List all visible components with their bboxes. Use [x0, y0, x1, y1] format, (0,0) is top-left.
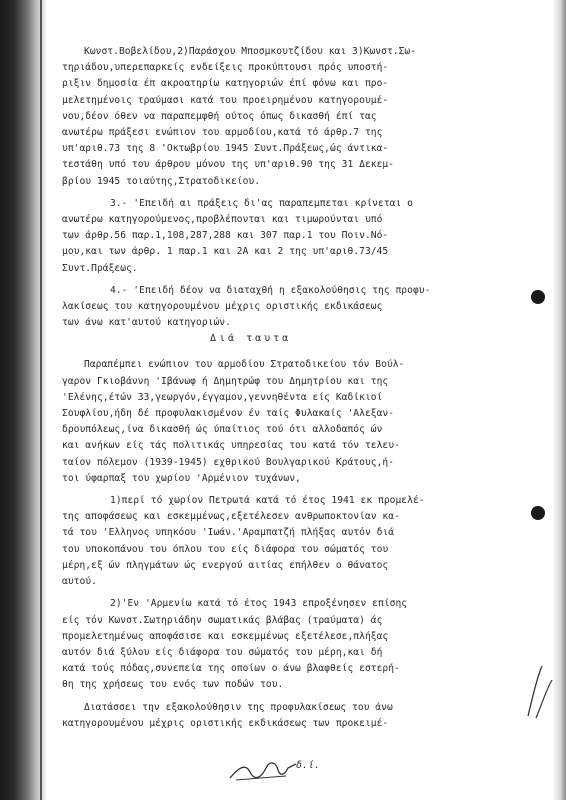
- text-line: θη της χρήσεως του ενός των ποδών του.: [62, 679, 284, 691]
- text-line: κατηγορουμένου μέχρις οριστικής εκδικάσεως των προκειμέ-: [62, 717, 389, 729]
- text-line: τοι ύφαρπαξ του χωρίου 'Αρμένιον τυχάνων,: [62, 472, 301, 484]
- text-line: Διατάσσει την εξακολούθησιν της προφυλακίσεως του άνω: [84, 701, 393, 713]
- text-line: 3.- 'Επειδή αι πράξεις δι'ας παραπεμπεται κρίνεται ο: [110, 197, 413, 209]
- text-line: ριξιν δημοσία έπ ακροατηρίω κατηγοριών έπί φόνω και προ-: [62, 78, 389, 90]
- text-line: της αποφάσεως και εσκεμμένως,εξετέλεσεν ανθρωποκτονίαν κα-: [62, 511, 400, 523]
- text-line: τηριάδου,υπερεπαρκείς ενδείξεις προκύπτουσι πρός υποστή-: [62, 62, 389, 74]
- text-line: νου,δέον όθεν να παραπεμφθή ούτος όπως δικασθή έπί τας: [62, 110, 377, 122]
- paragraph-verdict: [62, 357, 532, 487]
- text-line: ανωτέρω κατηγορούμενος,προβλέπονται και τιμωρούνται υπό: [62, 214, 383, 226]
- text-line: ταίον πόλεμον (1939-1945) εχθρικού Βουλγαρικού Κράτους,ή-: [62, 456, 395, 468]
- text-line: του υποκοπάνου του όπλου του είς διάφορα του σώματός του: [62, 543, 389, 555]
- text-line: δρουπόλεως,ίνα δικασθή ώς ύπαίτιος τού ότι αλλοδαπός ών: [62, 424, 383, 436]
- text-line: γαρον Γκιοβάννη 'Ιβάνωφ ή Δημητρώφ του Δημητρίου και της: [62, 375, 389, 387]
- text-line: 2)'Εν 'Αρμενίω κατά τό έτος 1943 επροξένησεν επίσης: [110, 598, 408, 610]
- signature-initials: δ.ί.: [296, 760, 321, 771]
- document-page: [62, 44, 532, 732]
- punch-hole: [531, 290, 545, 304]
- text-line: ανωτέρω πράξεσι ενώπιον του αρμοδίου,κατά τό άρθρ.7 της: [62, 127, 383, 139]
- text-line: είς τόν Κωνστ.Σωτηριάδην σωματικάς βλάβας (τραύματα) άς: [62, 614, 383, 626]
- paragraph-detention: [62, 700, 532, 732]
- margin-handwritten-mark: [522, 660, 556, 720]
- text-line: κατά τούς πόδας,συνεπεία της οποίων ο άνω βλαφθείς εστερή-: [62, 663, 400, 675]
- text-line: των άρθρ.56 παρ.1,108,287,288 και 307 παρ.1 του Ποιν.Νό-: [62, 230, 389, 242]
- text-line: βρίου 1945 τοιαύτης,Στρατοδικείου.: [62, 175, 261, 187]
- text-line: Συντ.Πράξεως.: [62, 262, 138, 274]
- scan-left-edge: [0, 0, 46, 800]
- text-line: υπ'αριθ.73 της 8 'Οκτωβρίου 1945 Συντ.Πράξεως,ώς άντικα-: [62, 143, 389, 155]
- text-line: αυτόν διά ξύλου είς διάφορα του σώματός του μέρη,και δή: [62, 646, 383, 658]
- text-line: μου,και των άρθρ. 1 παρ.1 και 2Α και 2 της υπ'αριθ.73/45: [62, 246, 389, 258]
- text-line: τεστάθη υπό του άρθρου μόνου της υπ'αριθ.90 της 31 Δεκεμ-: [62, 159, 395, 171]
- paragraph-charge-2: [62, 596, 532, 693]
- text-line: και ανήκων είς τάς πολιτικάς υπηρεσίας του κατά τόν τελευ-: [62, 440, 400, 452]
- punch-hole: [531, 506, 545, 520]
- text-line: 1)περί τό χωρίον Πετρωτά κατά τό έτος 1941 εκ προμελέ-: [110, 495, 425, 507]
- text-line: προμελετημένως αποφάσισε και εσκεμμένως εξετέλεσε,πλήξας: [62, 630, 389, 642]
- section-heading: Διά ταυτα: [210, 333, 292, 345]
- text-line: λακίσεως του κατηγορουμένου μέχρις οριστικής εκδικάσεως: [62, 301, 383, 313]
- text-line: Παραπέμπει ενώπιον του αρμοδίου Στρατοδικείου τόν Βούλ-: [84, 359, 405, 371]
- paragraph-charge-1: [62, 493, 532, 590]
- text-line: μέρη,εξ ών πληγμάτων ώς ενεργού αιτίας επήλθεν ο θάνατος: [62, 559, 389, 571]
- paragraph-4: [62, 283, 532, 332]
- text-line: αυτού.: [62, 576, 97, 588]
- text-line: Σουφλίου,ήδη δέ προφυλακισμένον έν ταίς Φυλακαίς 'Αλεξαν-: [62, 408, 395, 420]
- text-line: 'Ελένης,έτών 33,γεωργόν,έγγαμον,γεννηθέντα είς Καδίκιοί: [62, 391, 383, 403]
- text-line: μελετημένοις τραύμασι κατά του προειρημένου κατηγορουμέ-: [62, 94, 389, 106]
- paragraph-continuation: [62, 44, 532, 190]
- paragraph-3: [62, 196, 532, 277]
- text-line: Κωνστ.Βοβελίδου,2)Παράσχου Μποσμκουτζίδου και 3)Κωνστ.Σω-: [84, 46, 417, 57]
- text-line: 4.- 'Επειδή δέον να διαταχθή η εξακολούθησις της προφυ-: [110, 284, 431, 296]
- text-line: των άνω κατ'αυτού κατηγοριών.: [62, 317, 231, 329]
- text-line: τά του 'Ελληνος υπηκόου 'Ιωάν.'Αραμπατζή πλήξας αυτόν διά: [62, 527, 395, 539]
